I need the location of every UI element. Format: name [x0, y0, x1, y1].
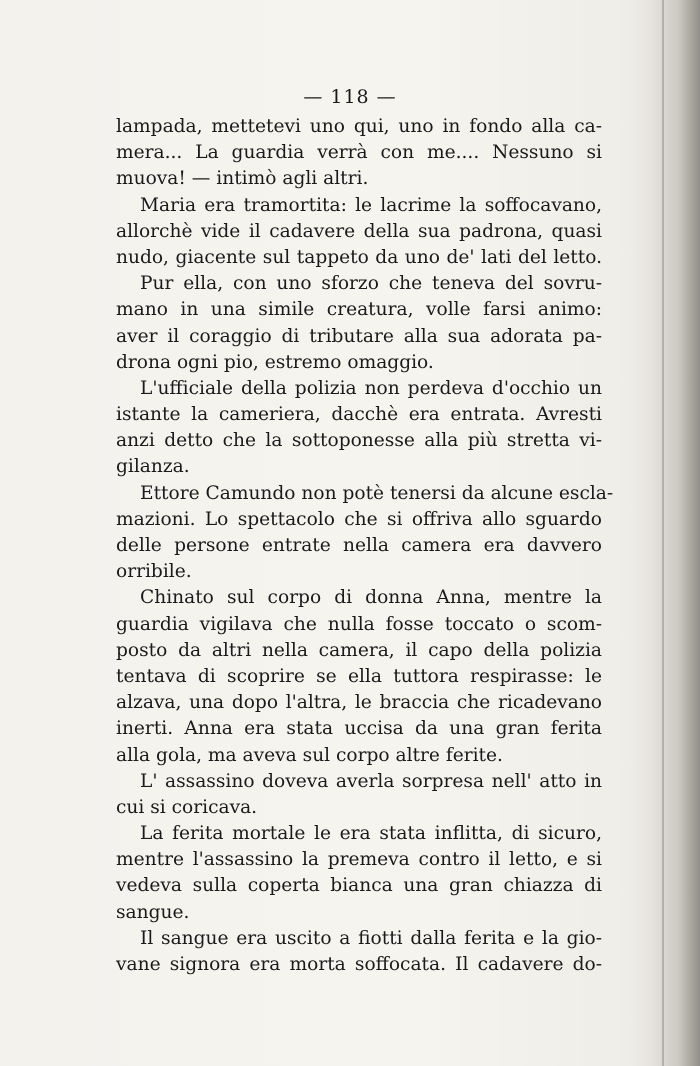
text-line: alla gola, ma aveva sul corpo altre ferite.	[116, 744, 503, 766]
text-line: Il sangue era uscito a fiotti dalla ferita e la gio-	[140, 927, 602, 949]
text-line: vane signora era morta soffocata. Il cadavere do-	[116, 954, 602, 975]
text-line: tentava di scoprire se ella tuttora respirasse: le	[116, 665, 602, 687]
text-line: sangue.	[116, 901, 190, 923]
text-line: drona ogni pio, estremo omaggio.	[116, 351, 434, 373]
text-line: orribile.	[116, 561, 192, 583]
text-line: mano in una simile creatura, volle farsi animo:	[116, 299, 602, 321]
text-line: aver il coraggio di tributare alla sua adorata pa-	[116, 325, 602, 347]
text-line: Maria era tramortita: le lacrime la soffocavano,	[140, 194, 602, 216]
page-edge-shadow	[652, 0, 700, 1066]
page-number: — 118 —	[303, 86, 397, 108]
text-line: Ettore Camundo non potè tenersi da alcune escla-	[140, 482, 614, 504]
text-line: istante la cameriera, dacchè era entrata. Avresti	[116, 404, 602, 426]
text-line: gilanza.	[116, 456, 190, 478]
text-line: muova! — intimò agli altri.	[116, 168, 369, 190]
text-line: alzava, una dopo l'altra, le braccia che ricadevano	[116, 692, 602, 714]
text-line: lampada, mettetevi uno qui, uno in fondo alla ca-	[116, 116, 602, 137]
text-line: mazioni. Lo spettacolo che si offriva allo sguardo	[116, 508, 602, 530]
text-line: allorchè vide il cadavere della sua padrona, quasi	[116, 220, 602, 242]
text-line: guardia vigilava che nulla fosse toccato o scom-	[116, 613, 602, 635]
text-line: posto da altri nella camera, il capo della polizia	[116, 639, 602, 661]
text-line: cui si coricava.	[116, 796, 258, 818]
text-line: vedeva sulla coperta bianca una gran chiazza di	[116, 875, 602, 897]
text-line: Chinato sul corpo di donna Anna, mentre la	[140, 587, 602, 609]
text-line: inerti. Anna era stata uccisa da una gran ferita	[116, 718, 602, 740]
text-line: nudo, giacente sul tappeto da uno de' lati del letto.	[116, 246, 602, 268]
text-line: anzi detto che la sottoponesse alla più stretta vi-	[116, 430, 602, 452]
text-line: L' assassino doveva averla sorpresa nell' atto in	[140, 770, 602, 792]
text-line: mentre l'assassino la premeva contro il letto, e si	[116, 849, 602, 871]
text-line: delle persone entrate nella camera era davvero	[116, 535, 602, 556]
text-line: Pur ella, con uno sforzo che teneva del sovru-	[140, 273, 602, 295]
page-gutter-line	[662, 0, 664, 1066]
text-line: La ferita mortale le era stata inflitta, di sicuro,	[140, 823, 602, 845]
text-line: mera... La guardia verrà con me.... Nessuno si	[116, 142, 602, 164]
text-line: L'ufficiale della polizia non perdeva d'occhio un	[140, 377, 602, 399]
body-text	[116, 114, 614, 978]
